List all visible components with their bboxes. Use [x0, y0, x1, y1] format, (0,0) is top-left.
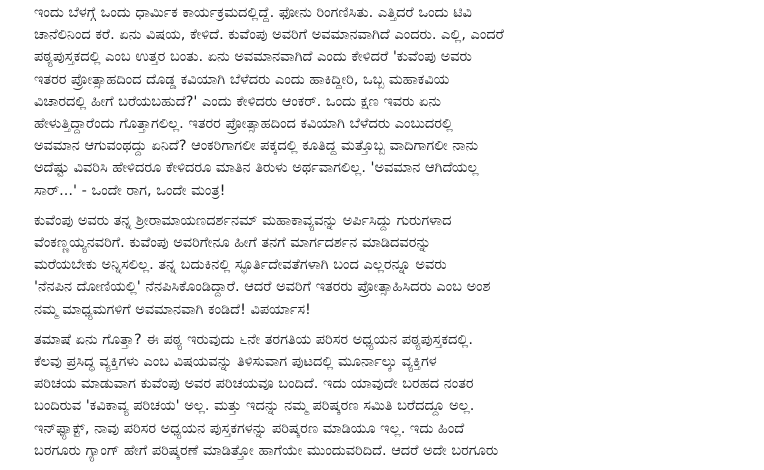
paragraph-kuvempu-dedication: [34, 210, 758, 321]
text-line: ಚಾನೆಲಿನಿಂದ ಕರೆ. ಏನು ವಿಷಯ, ಕೇಳಿದೆ. ಕುವೆಂಪು ಅವರಿಗೆ ಅವಮಾನವಾಗಿದೆ ಎಂದರು. ಎಲ್ಲಿ, ಎಂದರೆ: [34, 27, 504, 44]
text-line: ವೆಂಕಣ್ಣಯ್ಯನವರಿಗೆ. ಕುವೆಂಪು ಅವರಿಗೇನೂ ಹೀಗೆ ತನಗೆ ಮಾರ್ಗದರ್ಶನ ಮಾಡಿದವರನ್ನು: [34, 235, 431, 252]
text-line: ವಿಚಾರದಲ್ಲಿ ಹೀಗೆ ಬರೆಯಬಹುದೆ?' ಎಂದು ಕೇಳಿದರು ಆಂಕರ್. ಒಂದು ಕ್ಷಣ ಇವರು ಏನು: [34, 93, 442, 110]
text-line: ಇತರರ ಪ್ರೋತ್ಸಾಹದಿಂದ ದೊಡ್ಡ ಕವಿಯಾಗಿ ಬೆಳೆದರು ಎಂದು ಹಾಕಿದ್ದೀರಿ, ಒಬ್ಬ ಮಹಾಕವಿಯ: [34, 71, 450, 88]
text-line: 'ನೆನಪಿನ ದೋಣಿಯಲ್ಲಿ' ನೆನಪಿಸಿಕೊಂಡಿದ್ದಾರೆ. ಆದರೆ ಅವರಿಗೆ ಇತರರು ಪ್ರೋತ್ಸಾಹಿಸಿದರು ಎಂಬ ಅಂಶ: [34, 279, 491, 296]
text-line: ಬಂದಿರುವ 'ಕವಿಕಾವ್ಯ ಪರಿಚಯ' ಅಲ್ಲ. ಮತ್ತು ಇದನ್ನು ನಮ್ಮ ಪರಿಷ್ಕರಣ ಸಮಿತಿ ಬರೆದದ್ದೂ ಅಲ್ಲ.: [34, 398, 475, 415]
text-line: ಕೆಲವು ಪ್ರಸಿದ್ಧ ವ್ಯಕ್ತಿಗಳು ಎಂಬ ವಿಷಯವನ್ನು ತಿಳಿಸುವಾಗ ಪುಟದಲ್ಲಿ ಮೂರ್ನಾಲ್ಕು ವ್ಯಕ್ತಿಗಳ: [34, 354, 437, 371]
text-line: ಅವಮಾನ ಆಗುವಂಥದ್ದು ಏನಿದೆ? ಆಂಕರಿಗಾಗಲೀ ಪಕ್ಕದಲ್ಲಿ ಕೂತಿದ್ದ ಮತ್ತೊಬ್ಬ ವಾದಿಗಾಗಲೀ ನಾನು: [34, 138, 479, 155]
text-line: ಇನ್‌ಫ್ಯಾಕ್ಟ್, ನಾವು ಪರಿಸರ ಅಧ್ಯಯನ ಪುಸ್ತಕಗಳನ್ನು ಪರಿಷ್ಕರಣ ಮಾಡಿಯೂ ಇಲ್ಲ. ಇದು ಹಿಂದೆ: [34, 420, 465, 437]
text-line: ಕುವೆಂಪು ಅವರು ತನ್ನ ಶ್ರೀರಾಮಾಯಣದರ್ಶನಮ್ ಮಹಾಕಾವ್ಯವನ್ನು ಅರ್ಪಿಸಿದ್ದು ಗುರುಗಳಾದ: [34, 212, 452, 229]
paragraph-phone-call: [34, 2, 758, 202]
text-line: ಪಠ್ಯಪುಸ್ತಕದಲ್ಲಿ ಎಂಬ ಉತ್ತರ ಬಂತು. ಏನು ಅವಮಾನವಾಗಿದೆ ಎಂದು ಕೇಳಿದರೆ 'ಕುವೆಂಪು ಅವರು: [34, 49, 472, 66]
text-line: ಪರಿಚಯ ಮಾಡುವಾಗ ಕುವೆಂಪು ಅವರ ಪರಿಚಯವೂ ಬಂದಿದೆ. ಇದು ಯಾವುದೇ ಬರಹದ ನಂತರ: [34, 376, 474, 393]
text-line: ನಮ್ಮ ಮಾಧ್ಯಮಗಳಿಗೆ ಅವಮಾನವಾಗಿ ಕಂಡಿದೆ! ವಿಪರ್ಯಾಸ!: [34, 301, 311, 318]
paragraph-textbook-context: [34, 329, 758, 462]
text-line: ಹೇಳುತ್ತಿದ್ದಾರೆಂದು ಗೊತ್ತಾಗಲಿಲ್ಲ. ಇತರರ ಪ್ರೋತ್ಸಾಹದಿಂದ ಕವಿಯಾಗಿ ಬೆಳೆದರು ಎಂಬುದರಲ್ಲಿ: [34, 116, 453, 133]
text-line: ಬರಗೂರು ಗ್ಯಾಂಗ್ ಹೇಗೆ ಪರಿಷ್ಕರಣೆ ಮಾಡಿತ್ತೋ ಹಾಗೆಯೇ ಮುಂದುವರಿದಿದೆ. ಆದರೆ ಅದೇ ಬರಗೂರು: [34, 442, 499, 459]
text-line: ತಮಾಷೆ ಏನು ಗೊತ್ತಾ? ಈ ಪಠ್ಯ ಇರುವುದು ೬ನೇ ತರಗತಿಯ ಪರಿಸರ ಅಧ್ಯಯನ ಪಠ್ಯಪುಸ್ತಕದಲ್ಲಿ.: [34, 331, 473, 348]
text-line: ಇಂದು ಬೆಳಗ್ಗೆ ಒಂದು ಧಾರ್ಮಿಕ ಕಾರ್ಯಕ್ರಮದಲ್ಲಿದ್ದೆ. ಫೋನು ರಿಂಗಣಿಸಿತು. ಎತ್ತಿದರೆ ಒಂದು ಟಿವಿ: [34, 5, 472, 21]
text-line: ಅದೆಷ್ಟು ವಿವರಿಸಿ ಹೇಳಿದರೂ ಕೇಳಿದರೂ ಮಾತಿನ ತಿರುಳು ಅರ್ಥವಾಗಲಿಲ್ಲ. 'ಅವಮಾನ ಆಗಿದೆಯಲ್ಲ: [34, 160, 479, 177]
text-line: ಸಾರ್...' - ಒಂದೇ ರಾಗ, ಒಂದೇ ಮಂತ್ರ!: [34, 182, 226, 199]
text-line: ಮರೆಯಬೇಕು ಅನ್ನಿಸಲಿಲ್ಲ. ತನ್ನ ಬದುಕಿನಲ್ಲಿ ಸ್ಫೂರ್ತಿದೇವತೆಗಳಾಗಿ ಬಂದ ಎಲ್ಲರನ್ನೂ ಅವರು: [34, 257, 447, 274]
